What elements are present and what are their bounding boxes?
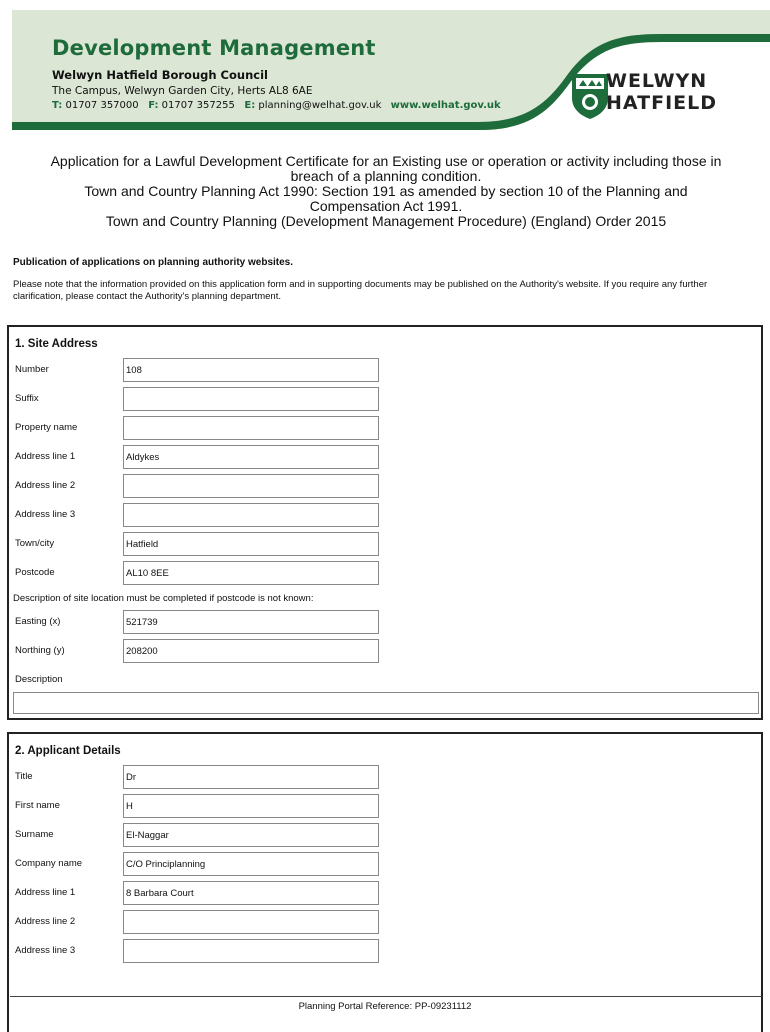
address-line-2-field[interactable] (123, 474, 379, 498)
field-label: Northing (y) (15, 645, 65, 656)
company-name-field[interactable]: C/O Principlanning (123, 852, 379, 876)
publication-heading: Publication of applications on planning authority websites. (13, 257, 294, 268)
location-note: Description of site location must be completed if postcode is not known: (13, 593, 314, 604)
title-line-1: Application for a Lawful Development Certificate for an Existing use or operation or activity including those in (50, 153, 722, 169)
number-field[interactable]: 108 (123, 358, 379, 382)
title-line-2: breach of a planning condition. (290, 168, 482, 184)
site-address-section (7, 325, 763, 720)
section-title: 1. Site Address (15, 338, 98, 350)
field-label: First name (15, 800, 60, 811)
field-row-address-2 (15, 474, 755, 498)
surname-field[interactable]: El-Naggar (123, 823, 379, 847)
field-label: Property name (15, 422, 78, 433)
title-field[interactable]: Dr (123, 765, 379, 789)
field-row-surname (15, 823, 755, 847)
title-line-5: Town and Country Planning (Development Management Procedure) (England) Order 2015 (105, 213, 667, 229)
form-title (10, 154, 762, 229)
title-line-4: Compensation Act 1991. (309, 198, 463, 214)
website-link[interactable]: www.welhat.gov.uk (390, 100, 501, 111)
field-row-number (15, 358, 755, 382)
council-name: Welwyn Hatfield Borough Council (52, 68, 268, 82)
field-label: Easting (x) (15, 616, 61, 627)
applicant-address-line-2-field[interactable] (123, 910, 379, 934)
council-crest-icon (570, 72, 610, 120)
tel-value: 01707 357000 (65, 100, 139, 111)
applicant-address-line-1-field[interactable]: 8 Barbara Court (123, 881, 379, 905)
field-label: Town/city (15, 538, 55, 549)
field-label: Address line 3 (15, 509, 76, 520)
council-address: The Campus, Welwyn Garden City, Herts AL8 6AE (52, 85, 313, 97)
logo-line-2: HATFIELD (606, 92, 717, 114)
field-row-company (15, 852, 755, 876)
field-row-postcode (15, 561, 755, 585)
field-label: Number (15, 364, 49, 375)
field-label: Address line 1 (15, 451, 76, 462)
field-label: Suffix (15, 393, 39, 404)
field-label: Address line 1 (15, 887, 76, 898)
email-link[interactable]: planning@welhat.gov.uk (258, 100, 382, 111)
northing-field[interactable]: 208200 (123, 639, 379, 663)
field-row-address-3 (15, 503, 755, 527)
fax-label: F: (148, 100, 159, 111)
field-row-address-3 (15, 939, 755, 963)
town-field[interactable]: Hatfield (123, 532, 379, 556)
field-label: Address line 3 (15, 945, 76, 956)
description-field[interactable] (13, 692, 759, 714)
field-row-address-2 (15, 910, 755, 934)
postcode-field[interactable]: AL10 8EE (123, 561, 379, 585)
council-logo-text (606, 70, 717, 114)
field-label: Description (15, 674, 63, 685)
first-name-field[interactable]: H (123, 794, 379, 818)
address-line-3-field[interactable] (123, 503, 379, 527)
applicant-details-section (7, 732, 763, 1032)
easting-field[interactable]: 521739 (123, 610, 379, 634)
publication-notice: Please note that the information provided on this application form and in supporting documents may be published on the Authority's website. If you require any further clarification, please contact the Authority's planning department. (13, 279, 708, 302)
logo-line-1: WELWYN (606, 70, 708, 92)
field-row-suffix (15, 387, 755, 411)
field-row-town (15, 532, 755, 556)
applicant-address-line-3-field[interactable] (123, 939, 379, 963)
footer-divider (10, 996, 762, 997)
portal-reference: Planning Portal Reference: PP-09231112 (298, 1001, 472, 1012)
field-row-address-1 (15, 881, 755, 905)
field-row-property-name (15, 416, 755, 440)
suffix-field[interactable] (123, 387, 379, 411)
department-title: Development Management (52, 36, 376, 60)
field-row-address-1 (15, 445, 755, 469)
contact-line (52, 100, 501, 111)
field-row-first-name (15, 794, 755, 818)
field-row-northing (15, 639, 755, 663)
email-label: E: (244, 100, 256, 111)
field-label: Surname (15, 829, 54, 840)
tel-label: T: (52, 100, 63, 111)
title-line-3: Town and Country Planning Act 1990: Section 191 as amended by section 10 of the Planning and (84, 183, 688, 199)
section-title: 2. Applicant Details (15, 745, 121, 757)
field-label: Company name (15, 858, 83, 869)
field-label: Address line 2 (15, 480, 76, 491)
address-line-1-field[interactable]: Aldykes (123, 445, 379, 469)
field-label: Address line 2 (15, 916, 76, 927)
field-label: Postcode (15, 567, 55, 578)
fax-value: 01707 357255 (161, 100, 235, 111)
field-row-title (15, 765, 755, 789)
field-row-description (15, 668, 755, 692)
property-name-field[interactable] (123, 416, 379, 440)
field-label: Title (15, 771, 33, 782)
field-row-easting (15, 610, 755, 634)
